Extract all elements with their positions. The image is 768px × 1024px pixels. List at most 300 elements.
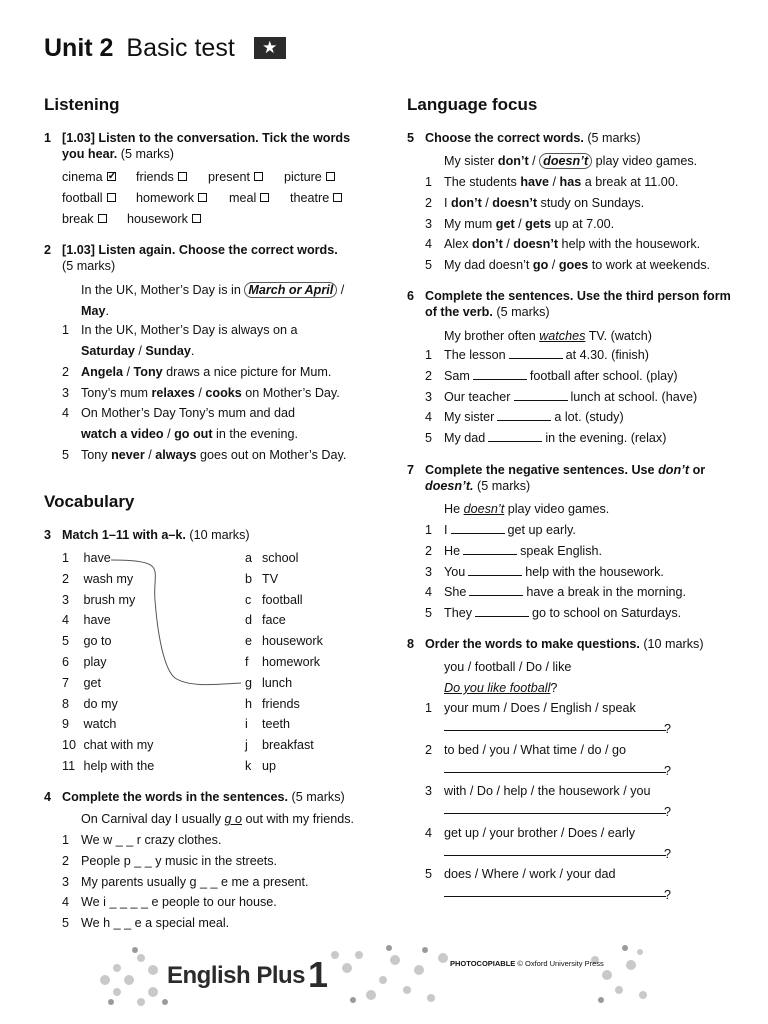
q8-example-words: you / football / Do / like <box>444 660 572 674</box>
match-left-item <box>62 758 154 774</box>
question-mark: ? <box>664 846 672 861</box>
item-text: have <box>80 551 111 565</box>
checkbox-icon <box>98 214 107 223</box>
item-letter: k <box>245 759 252 773</box>
tick-word-item <box>62 169 116 185</box>
item-pre: The students <box>444 175 521 189</box>
item-pre: My mum <box>444 216 496 231</box>
order-words-item <box>425 700 636 716</box>
question-marks: (5 marks) <box>477 479 531 493</box>
complete-word-item <box>62 853 278 869</box>
item-post: on Mother’s Day. <box>241 386 340 400</box>
gap-fill-item <box>425 368 678 384</box>
answer-line <box>444 813 666 814</box>
q2-example-cont: May. <box>81 304 109 318</box>
question-5 <box>407 130 735 146</box>
choice-a: Saturday <box>81 344 135 358</box>
item-pre: The lesson <box>444 348 506 362</box>
item-number: 4 <box>62 406 70 420</box>
item-text: We i _ _ _ _ e people to our house. <box>81 895 277 910</box>
choice-b: has <box>559 175 582 189</box>
gap-fill-item <box>425 543 603 559</box>
item-pre: He <box>444 543 461 558</box>
item-letter: f <box>245 655 249 669</box>
choice-item <box>62 385 340 401</box>
tick-word-item <box>136 190 207 206</box>
gap-fill-item <box>425 584 687 600</box>
choice-slash: / <box>163 427 175 441</box>
choice-a: don’t <box>451 195 482 210</box>
item-post: lunch at school. (have) <box>570 389 698 404</box>
choice-b: go out <box>174 427 213 441</box>
complete-word-item <box>62 915 230 931</box>
question-6 <box>407 288 735 320</box>
item-number: 5 <box>62 448 70 462</box>
question-mark: ? <box>664 805 672 819</box>
order-words-item <box>425 825 636 841</box>
item-number: 8 <box>62 696 70 711</box>
answer-blank <box>473 370 527 380</box>
item-text: football <box>262 592 303 607</box>
item-pre: Our teacher <box>444 389 511 404</box>
item-text: do my <box>80 696 118 711</box>
question-4 <box>44 789 382 805</box>
complete-word-item <box>62 874 309 890</box>
item-words: get up / your brother / Does / early <box>444 825 636 840</box>
tick-word-label: meal <box>229 191 257 205</box>
item-number: 5 <box>425 867 433 881</box>
question-marks: (5 marks) <box>62 259 116 273</box>
choice-item <box>62 447 347 463</box>
question-text: [1.03] Listen to the conversation. Tick the words you hear. <box>62 131 351 161</box>
choice-b: gets <box>525 216 552 231</box>
choice-b: Tony <box>133 365 163 379</box>
answer-blank <box>475 607 529 617</box>
tick-word-label: picture <box>284 170 322 184</box>
star-icon: ★ <box>254 37 286 59</box>
item-pre: They <box>444 606 472 621</box>
item-post: study on Sundays. <box>537 195 645 210</box>
item-text: school <box>262 551 299 565</box>
item-number: 10 <box>62 738 77 753</box>
match-left-item <box>62 571 133 587</box>
vocabulary-heading: Vocabulary <box>44 492 135 511</box>
choice-slash: / <box>134 344 146 358</box>
item-pre: My sister <box>444 410 495 425</box>
tick-word-label: present <box>208 170 251 184</box>
item-letter: a <box>245 551 253 565</box>
order-words-item <box>425 742 627 758</box>
tick-word-item <box>208 169 263 185</box>
item-letter: d <box>245 613 253 628</box>
item-post: football after school. (play) <box>529 368 678 383</box>
item-text: teeth <box>262 717 291 732</box>
example-answer: doesn’t <box>463 502 505 516</box>
choice-a: never <box>111 448 145 462</box>
item-number: 1 <box>425 348 433 362</box>
item-text: chat with my <box>80 738 154 753</box>
item-number: 11 <box>62 759 76 773</box>
item-number: 4 <box>425 825 433 840</box>
choice-slash: / <box>549 175 560 189</box>
item-pre: I <box>444 195 451 210</box>
answer-blank <box>469 586 523 596</box>
item-post: speak English. <box>520 543 603 558</box>
item-pre: In the UK, Mother’s Day is always on a <box>81 323 298 337</box>
item-post: . <box>190 344 195 358</box>
item-text: TV <box>262 571 279 586</box>
question-number: 7 <box>407 463 415 477</box>
tick-word-label: friends <box>136 170 174 184</box>
tick-word-item <box>127 211 201 227</box>
choice-a: watch a video <box>81 427 164 441</box>
item-text: We w _ _ r crazy clothes. <box>81 833 222 847</box>
question-marks: (10 marks) <box>643 637 704 651</box>
item-words: with / Do / help / the housework / you <box>444 784 651 798</box>
choice-slash: / <box>548 258 559 273</box>
choice-a: don’t <box>472 237 503 252</box>
item-text: up <box>262 759 277 773</box>
match-left-item <box>62 675 101 691</box>
item-text: housework <box>262 634 323 649</box>
gap-fill-item <box>425 347 649 363</box>
choice-item <box>62 322 298 338</box>
item-text: help with the <box>80 759 155 773</box>
checkbox-icon <box>192 214 201 223</box>
item-pre: She <box>444 585 467 600</box>
choice-item <box>62 364 332 380</box>
tick-word-label: theatre <box>290 191 330 205</box>
question-marks: (5 marks) <box>496 305 550 319</box>
choice-item <box>425 257 711 273</box>
item-post: goes out on Mother’s Day. <box>196 448 347 462</box>
choice-b: goes <box>558 258 589 273</box>
match-right-item <box>245 592 303 608</box>
item-text: face <box>262 613 286 628</box>
item-pre: You <box>444 564 466 579</box>
answer-blank <box>497 411 551 421</box>
gap-fill-item <box>425 564 664 580</box>
item-number: 1 <box>62 551 70 565</box>
tick-word-item <box>229 190 269 206</box>
item-pre: My dad doesn’t <box>444 258 533 273</box>
language-focus-heading: Language focus <box>407 95 538 114</box>
match-right-item <box>245 612 286 628</box>
question-mark: ? <box>664 763 672 778</box>
match-left-item <box>62 737 153 753</box>
item-post: draws a nice picture for Mum. <box>162 365 332 379</box>
answer-line <box>444 772 666 773</box>
gap-fill-item <box>425 605 682 621</box>
item-text: We h _ _ e a special meal. <box>81 916 230 931</box>
item-post: up at 7.00. <box>551 216 615 231</box>
match-left-item <box>62 592 135 608</box>
question-text: Complete the sentences. Use the third person form of the verb. <box>425 289 731 319</box>
choice-b: always <box>155 448 197 462</box>
answer-blank <box>451 524 505 534</box>
question-text: [1.03] Listen again. Choose the correct words. <box>62 243 338 257</box>
brand-logo: English Plus1 <box>167 954 328 995</box>
item-post: to work at weekends. <box>588 258 711 273</box>
question-marks: (5 marks) <box>120 147 174 161</box>
unit-label: Unit 2 <box>44 34 114 62</box>
tick-word-label: housework <box>127 212 188 226</box>
choice-item <box>62 405 295 421</box>
item-number: 2 <box>62 571 70 586</box>
tick-word-label: homework <box>136 191 195 205</box>
item-text: My parents usually g _ _ e me a present. <box>81 874 309 889</box>
item-number: 2 <box>62 365 70 379</box>
item-words: your mum / Does / English / speak <box>444 701 636 715</box>
item-text: lunch <box>262 675 293 690</box>
gap-fill-item <box>425 430 667 446</box>
item-letter: j <box>245 738 248 753</box>
item-post: help with the housework. <box>525 564 664 579</box>
order-words-item <box>425 866 616 882</box>
item-text: friends <box>262 696 300 711</box>
match-left-item <box>62 633 112 649</box>
item-number: 3 <box>62 386 70 400</box>
item-pre: On Mother’s Day Tony’s mum and dad <box>81 406 295 420</box>
choice-slash: / <box>194 386 206 400</box>
match-left-item <box>62 654 107 670</box>
item-post: a break at 11.00. <box>581 175 679 189</box>
choice-item-cont <box>81 426 298 442</box>
item-pre: My dad <box>444 431 486 446</box>
tick-word-label: football <box>62 191 103 205</box>
item-number: 1 <box>425 701 433 715</box>
tick-word-item <box>62 190 116 206</box>
item-number: 3 <box>425 216 433 231</box>
tick-word-label: break <box>62 212 94 226</box>
match-right-item <box>245 716 290 732</box>
gap-fill-item <box>425 389 698 405</box>
checkbox-icon <box>107 172 116 181</box>
item-letter: e <box>245 634 253 649</box>
q5-example: My sister don’t / doesn’t play video games. <box>444 154 698 168</box>
match-right-item <box>245 654 320 670</box>
item-text: get <box>80 675 102 690</box>
item-post: a lot. (study) <box>554 410 624 425</box>
item-pre: Sam <box>444 368 470 383</box>
question-number: 5 <box>407 131 415 145</box>
question-marks: (10 marks) <box>189 528 250 542</box>
question-text: Order the words to make questions. <box>425 637 640 651</box>
item-post: help with the housework. <box>558 237 701 252</box>
item-text: have <box>80 613 111 628</box>
item-text: breakfast <box>262 738 314 753</box>
choice-b: Sunday <box>145 344 191 358</box>
item-text: People p _ _ y music in the streets. <box>81 853 278 868</box>
item-post: have a break in the morning. <box>526 585 687 600</box>
item-number: 4 <box>62 613 70 628</box>
item-text: wash my <box>80 571 134 586</box>
question-mark: ? <box>664 722 672 736</box>
choice-item <box>425 236 701 252</box>
question-text: Complete the words in the sentences. <box>62 790 289 804</box>
item-number: 5 <box>425 258 433 273</box>
question-number: 4 <box>44 790 52 804</box>
match-left-item <box>62 550 111 566</box>
item-number: 1 <box>62 833 70 847</box>
tick-word-item <box>290 190 342 206</box>
choice-slash: / <box>123 365 134 379</box>
item-number: 3 <box>62 592 70 607</box>
item-number: 2 <box>425 368 433 383</box>
item-letter: g <box>245 675 253 690</box>
answer-line <box>444 730 666 731</box>
item-text: brush my <box>80 592 136 607</box>
complete-word-item <box>62 832 222 848</box>
question-text: Complete the negative sentences. Use <box>425 463 655 477</box>
order-words-item <box>425 783 651 799</box>
question-7: 7 Complete the negative sentences. Use don’t or doesn’t. (5 marks) <box>407 463 706 493</box>
q7-example: He doesn’t play video games. <box>444 502 610 516</box>
circled-answer: March or April <box>244 282 337 298</box>
answer-blank <box>488 432 542 442</box>
tick-word-item <box>136 169 187 185</box>
gap-fill-item <box>425 409 624 425</box>
question-number: 6 <box>407 289 415 303</box>
choice-slash: / <box>502 237 514 252</box>
tick-word-item <box>284 169 335 185</box>
item-letter: h <box>245 696 253 711</box>
item-pre: Tony’s mum <box>81 386 152 400</box>
item-letter: c <box>245 592 252 607</box>
match-right-item <box>245 675 292 691</box>
checkbox-icon <box>333 193 342 202</box>
q8-example-answer: Do you like football? <box>444 681 558 695</box>
item-number: 1 <box>62 323 70 337</box>
checkbox-icon <box>198 193 207 202</box>
choice-b: doesn’t <box>513 237 559 252</box>
choice-a: Angela <box>81 365 123 379</box>
item-text: watch <box>80 717 117 732</box>
question-number: 1 <box>44 131 52 145</box>
choice-item <box>425 195 645 211</box>
question-number: 2 <box>44 243 52 257</box>
match-left-item <box>62 716 116 732</box>
choice-item-cont <box>81 343 194 359</box>
choice-a: have <box>520 175 550 189</box>
choice-a: get <box>495 216 515 231</box>
match-right-item <box>245 758 276 774</box>
choice-item <box>425 216 615 232</box>
question-number: 8 <box>407 637 415 651</box>
question-marks: (5 marks) <box>291 790 345 804</box>
item-number: 5 <box>62 634 70 649</box>
question-text: Choose the correct words. <box>425 131 584 145</box>
complete-word-item <box>62 894 277 910</box>
checkbox-icon <box>107 193 116 202</box>
item-post: at 4.30. (finish) <box>565 348 649 362</box>
q6-example: My brother often watches TV. (watch) <box>444 329 652 343</box>
item-number: 3 <box>425 389 433 404</box>
choice-slash: / <box>514 216 526 231</box>
item-pre: Alex <box>444 237 472 252</box>
answer-blank <box>468 566 522 576</box>
item-words: to bed / you / What time / do / go <box>444 742 627 757</box>
question-marks: (5 marks) <box>587 131 641 145</box>
checkbox-icon <box>260 193 269 202</box>
answer-line <box>444 855 666 856</box>
item-number: 4 <box>425 237 433 252</box>
match-right-item <box>245 696 300 712</box>
item-number: 1 <box>425 523 433 537</box>
choice-a: go <box>532 258 549 273</box>
choice-slash: / <box>144 448 156 462</box>
item-number: 5 <box>425 606 433 621</box>
checkbox-icon <box>178 172 187 181</box>
match-right-item <box>245 633 323 649</box>
item-number: 6 <box>62 655 70 669</box>
match-left-item <box>62 696 118 712</box>
item-number: 2 <box>425 543 433 558</box>
q2-example: In the UK, Mother’s Day is in March or April / <box>81 283 345 297</box>
item-number: 4 <box>425 410 433 425</box>
item-number: 4 <box>62 895 70 910</box>
footer <box>95 940 655 1010</box>
item-number: 5 <box>62 916 70 931</box>
answer-blank <box>509 349 563 359</box>
item-letter: b <box>245 571 253 586</box>
item-text: play <box>80 655 107 669</box>
choice-slash: / <box>481 195 493 210</box>
item-number: 3 <box>425 564 433 579</box>
item-number: 2 <box>425 742 433 757</box>
match-right-item <box>245 550 298 566</box>
item-post: in the evening. (relax) <box>545 431 667 446</box>
item-number: 7 <box>62 675 70 690</box>
answer-line <box>444 896 666 897</box>
item-number: 3 <box>425 784 433 798</box>
checkbox-icon <box>254 172 263 181</box>
example-answer: g o <box>224 812 243 826</box>
item-number: 1 <box>425 175 433 189</box>
item-letter: i <box>245 717 248 732</box>
gap-fill-item <box>425 522 576 538</box>
item-post: get up early. <box>507 523 576 537</box>
item-post: go to school on Saturdays. <box>532 606 682 621</box>
item-words: does / Where / work / your dad <box>444 867 616 881</box>
tick-word-label: cinema <box>62 170 103 184</box>
choice-item <box>425 174 679 190</box>
item-post: in the evening. <box>212 427 298 441</box>
item-number: 3 <box>62 874 70 889</box>
answer-blank <box>463 545 517 555</box>
question-text: Match 1–11 with a–k. <box>62 528 186 542</box>
item-text: homework <box>262 655 321 669</box>
item-text: go to <box>80 634 112 649</box>
item-number: 2 <box>62 853 70 868</box>
test-name: Basic test <box>126 34 235 62</box>
item-number: 5 <box>425 431 433 446</box>
item-pre: Tony <box>81 448 112 462</box>
question-number: 3 <box>44 528 52 542</box>
choice-b: cooks <box>205 386 242 400</box>
tick-word-item <box>62 211 107 227</box>
question-mark: ? <box>664 888 672 902</box>
answer-blank <box>514 391 568 401</box>
item-number: 2 <box>425 195 433 210</box>
q4-example: On Carnival day I usually g o out with my friends. <box>81 812 355 826</box>
question-8 <box>407 636 735 652</box>
match-right-item <box>245 571 278 587</box>
item-number: 4 <box>425 585 433 600</box>
choice-b: doesn’t <box>492 195 538 210</box>
circled-answer: doesn’t <box>539 153 592 169</box>
item-pre: I <box>444 523 448 537</box>
